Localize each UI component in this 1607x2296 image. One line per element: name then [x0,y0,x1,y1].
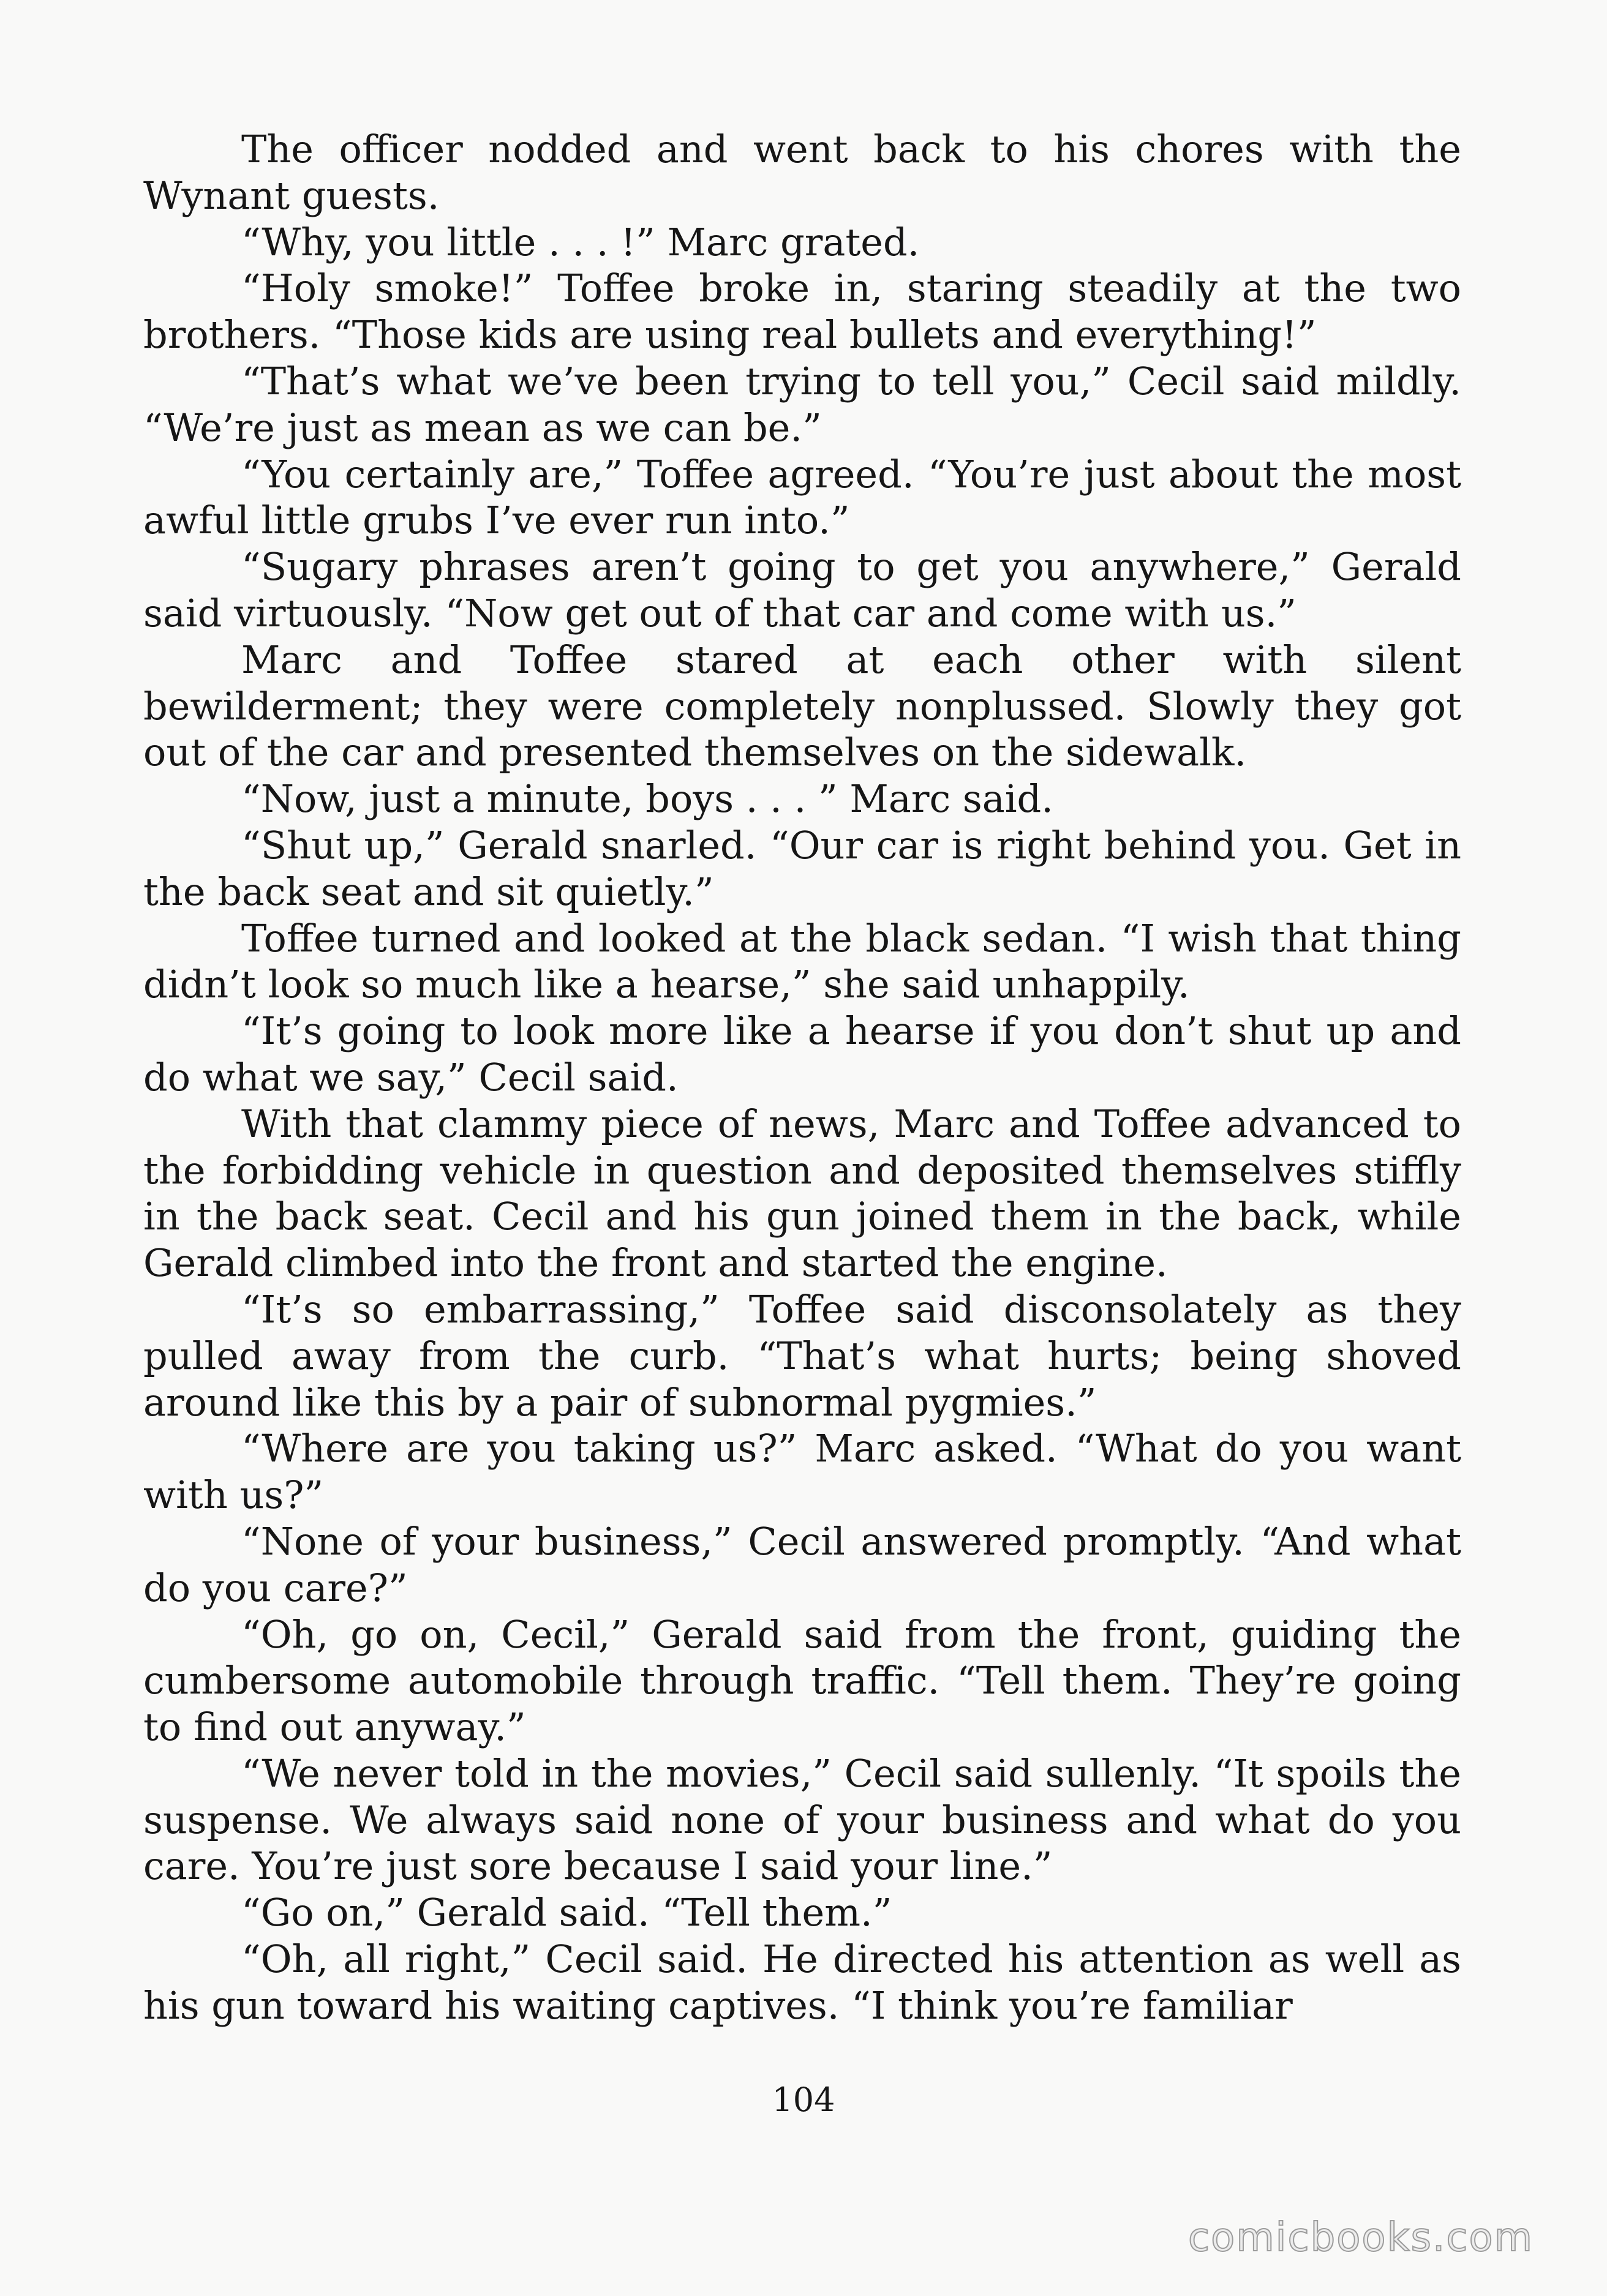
body-text [143,126,1461,2029]
paragraph: Marc and Toffee stared at each other with silent bewilderment; they were completely nonplussed. Slowly they got out of the car and presented themselves on the sidewalk. [143,637,1461,775]
paragraph: Toffee turned and looked at the black sedan. “I wish that thing didn’t look so much like a hearse,” she said unhappily. [143,915,1461,1007]
paragraph: “Go on,” Gerald said. “Tell them.” [241,1890,892,1935]
paragraph: “Where are you taking us?” Marc asked. “What do you want with us?” [143,1426,1461,1518]
paragraph: “Holy smoke!” Toffee broke in, staring steadily at the two brothers. “Those kids are using real bullets and everything!” [143,266,1461,358]
paragraph: “Oh, go on, Cecil,” Gerald said from the front, guiding the cumbersome automobile through traffic. “Tell them. They’re going to find out anyway.” [143,1611,1461,1750]
paragraph: “We never told in the movies,” Cecil said sullenly. “It spoils the suspense. We always said none of your business and what do you care. You’re just sore because I said your line.” [143,1750,1461,1889]
paragraph: “Why, you little . . . !” Marc grated. [241,219,920,264]
paragraph: “You certainly are,” Toffee agreed. “You’re just about the most awful little grubs I’ve ever run into.” [143,451,1461,543]
paragraph: With that clammy piece of news, Marc and Toffee advanced to the forbidding vehicle in question and deposited themselves stiffly in the back seat. Cecil and his gun joined them in the back, while Gerald climbed into the front and started the engine. [143,1101,1461,1286]
paragraph: “That’s what we’ve been trying to tell you,” Cecil said mildly. “We’re just as mean as we can be.” [143,358,1461,450]
page-number: 104 [772,2080,835,2119]
watermark-logo: comicbooks.com [1187,2215,1534,2260]
paragraph: “Shut up,” Gerald snarled. “Our car is right behind you. Get in the back seat and sit quietly.” [143,822,1461,914]
paragraph: “Oh, all right,” Cecil said. He directed his attention as well as his gun toward his waiting captives. “I think you’re familiar [143,1937,1461,2028]
paragraph: The officer nodded and went back to his chores with the Wynant guests. [143,127,1461,218]
paragraph: “None of your business,” Cecil answered promptly. “And what do you care?” [143,1518,1461,1610]
paragraph: “Sugary phrases aren’t going to get you anywhere,” Gerald said virtuously. “Now get out of that car and come with us.” [143,544,1461,636]
paragraph: “It’s so embarrassing,” Toffee said disconsolately as they pulled away from the curb. “That’s what hurts; being shoved around like this by a pair of subnormal pygmies.” [143,1286,1461,1425]
paragraph: “Now, just a minute, boys . . . ” Marc said. [241,776,1053,822]
paragraph: “It’s going to look more like a hearse if you don’t shut up and do what we say,” Cecil said. [143,1008,1461,1100]
